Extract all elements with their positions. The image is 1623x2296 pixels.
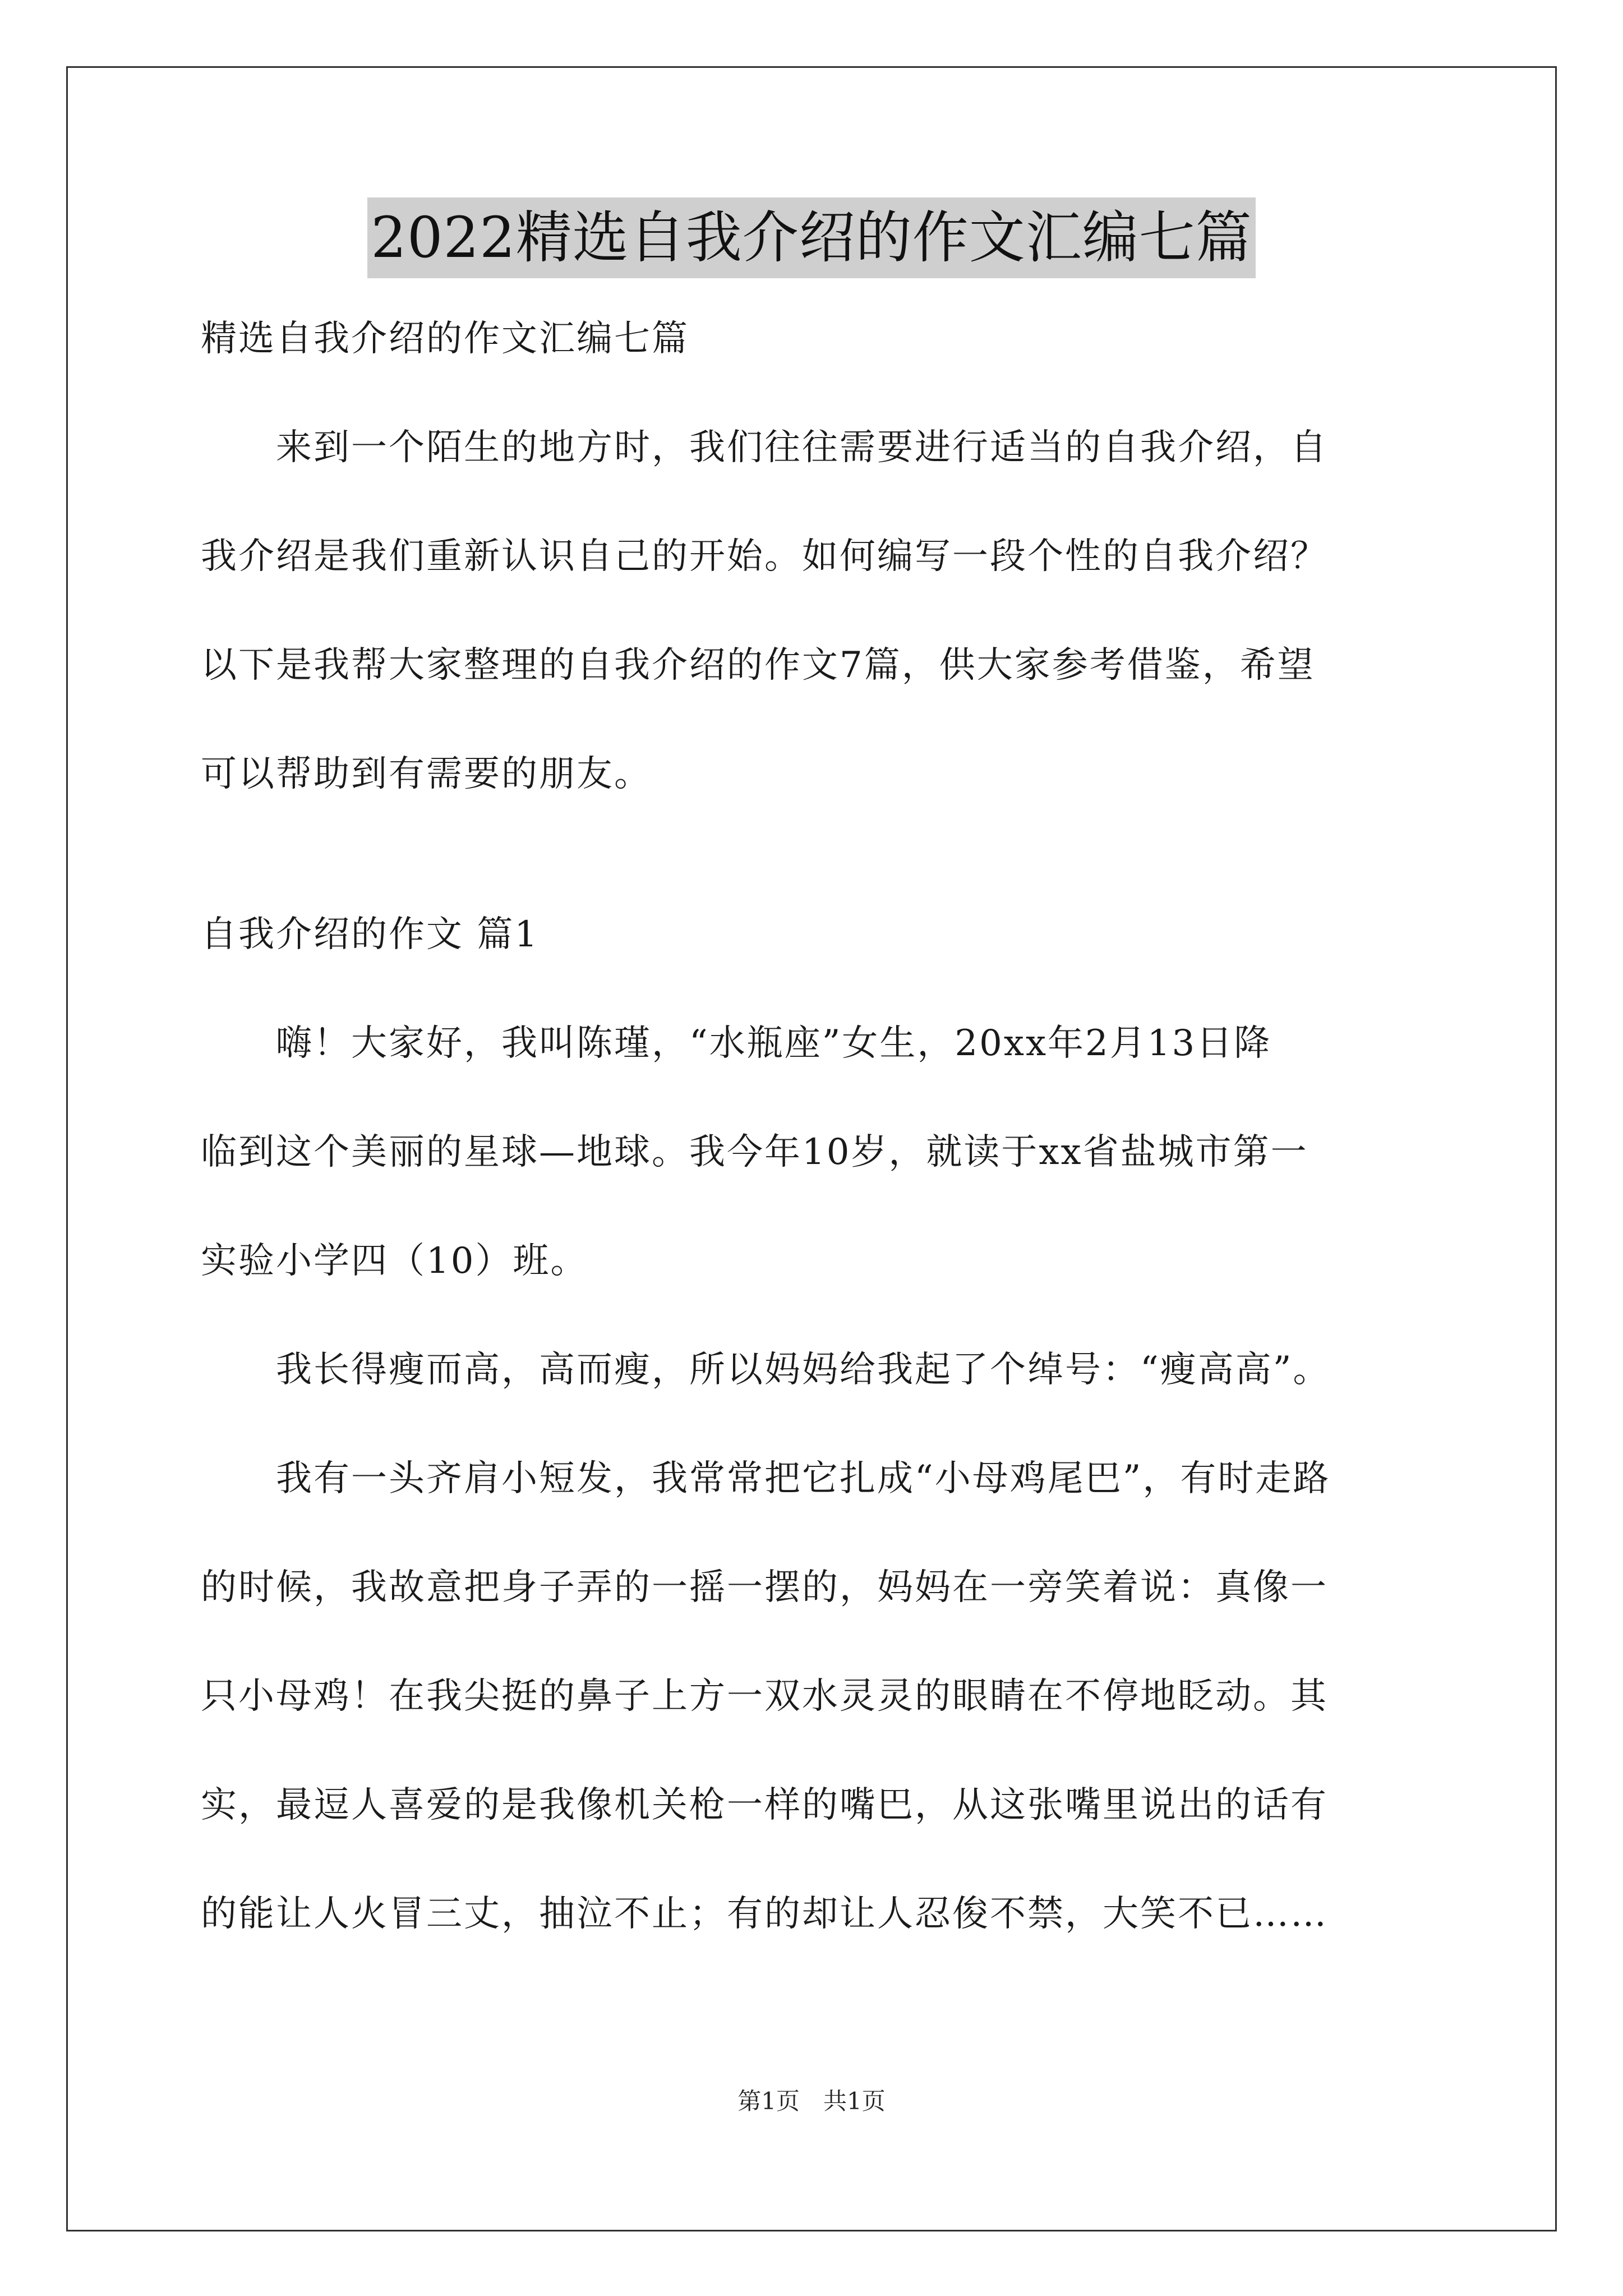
intro-line-4: 可以帮助到有需要的朋友。	[201, 753, 652, 795]
body-line: 的时候，我故意把身子弄的一摇一摆的，妈妈在一旁笑着说：真像一	[201, 1567, 1328, 1608]
document-body	[201, 312, 1435, 1996]
intro-line-1: 来到一个陌生的地方时，我们往往需要进行适当的自我介绍，自	[201, 427, 1328, 468]
intro-line-3: 以下是我帮大家整理的自我介绍的作文7篇，供大家参考借鉴，希望	[201, 645, 1315, 686]
section-heading: 自我介绍的作文 篇1	[201, 914, 540, 955]
body-line: 只小母鸡！在我尖挺的鼻子上方一双水灵灵的眼睛在不停地眨动。其	[201, 1676, 1328, 1717]
intro-line-2: 我介绍是我们重新认识自己的开始。如何编写一段个性的自我介绍？	[201, 536, 1328, 577]
page-footer: 第1页 共1页	[737, 2087, 886, 2115]
body-line: 实验小学四（10）班。	[201, 1240, 588, 1282]
body-line: 我有一头齐肩小短发，我常常把它扎成“小母鸡尾巴”，有时走路	[201, 1458, 1331, 1499]
title-container	[0, 197, 1623, 278]
subtitle-line: 精选自我介绍的作文汇编七篇	[201, 318, 689, 360]
body-line: 实，最逗人喜爱的是我像机关枪一样的嘴巴，从这张嘴里说出的话有	[201, 1784, 1328, 1826]
body-line: 的能让人火冒三丈，抽泣不止；有的却让人忍俊不禁，大笑不已……	[201, 1893, 1328, 1935]
body-line: 嗨！大家好，我叫陈瑾，“水瓶座”女生，20xx年2月13日降	[201, 1023, 1272, 1064]
document-title: 2022精选自我介绍的作文汇编七篇	[367, 197, 1256, 278]
body-line: 我长得瘦而高，高而瘦，所以妈妈给我起了个绰号：“瘦高高”。	[201, 1349, 1331, 1391]
body-line: 临到这个美丽的星球—地球。我今年10岁，就读于xx省盐城市第一	[201, 1131, 1308, 1173]
